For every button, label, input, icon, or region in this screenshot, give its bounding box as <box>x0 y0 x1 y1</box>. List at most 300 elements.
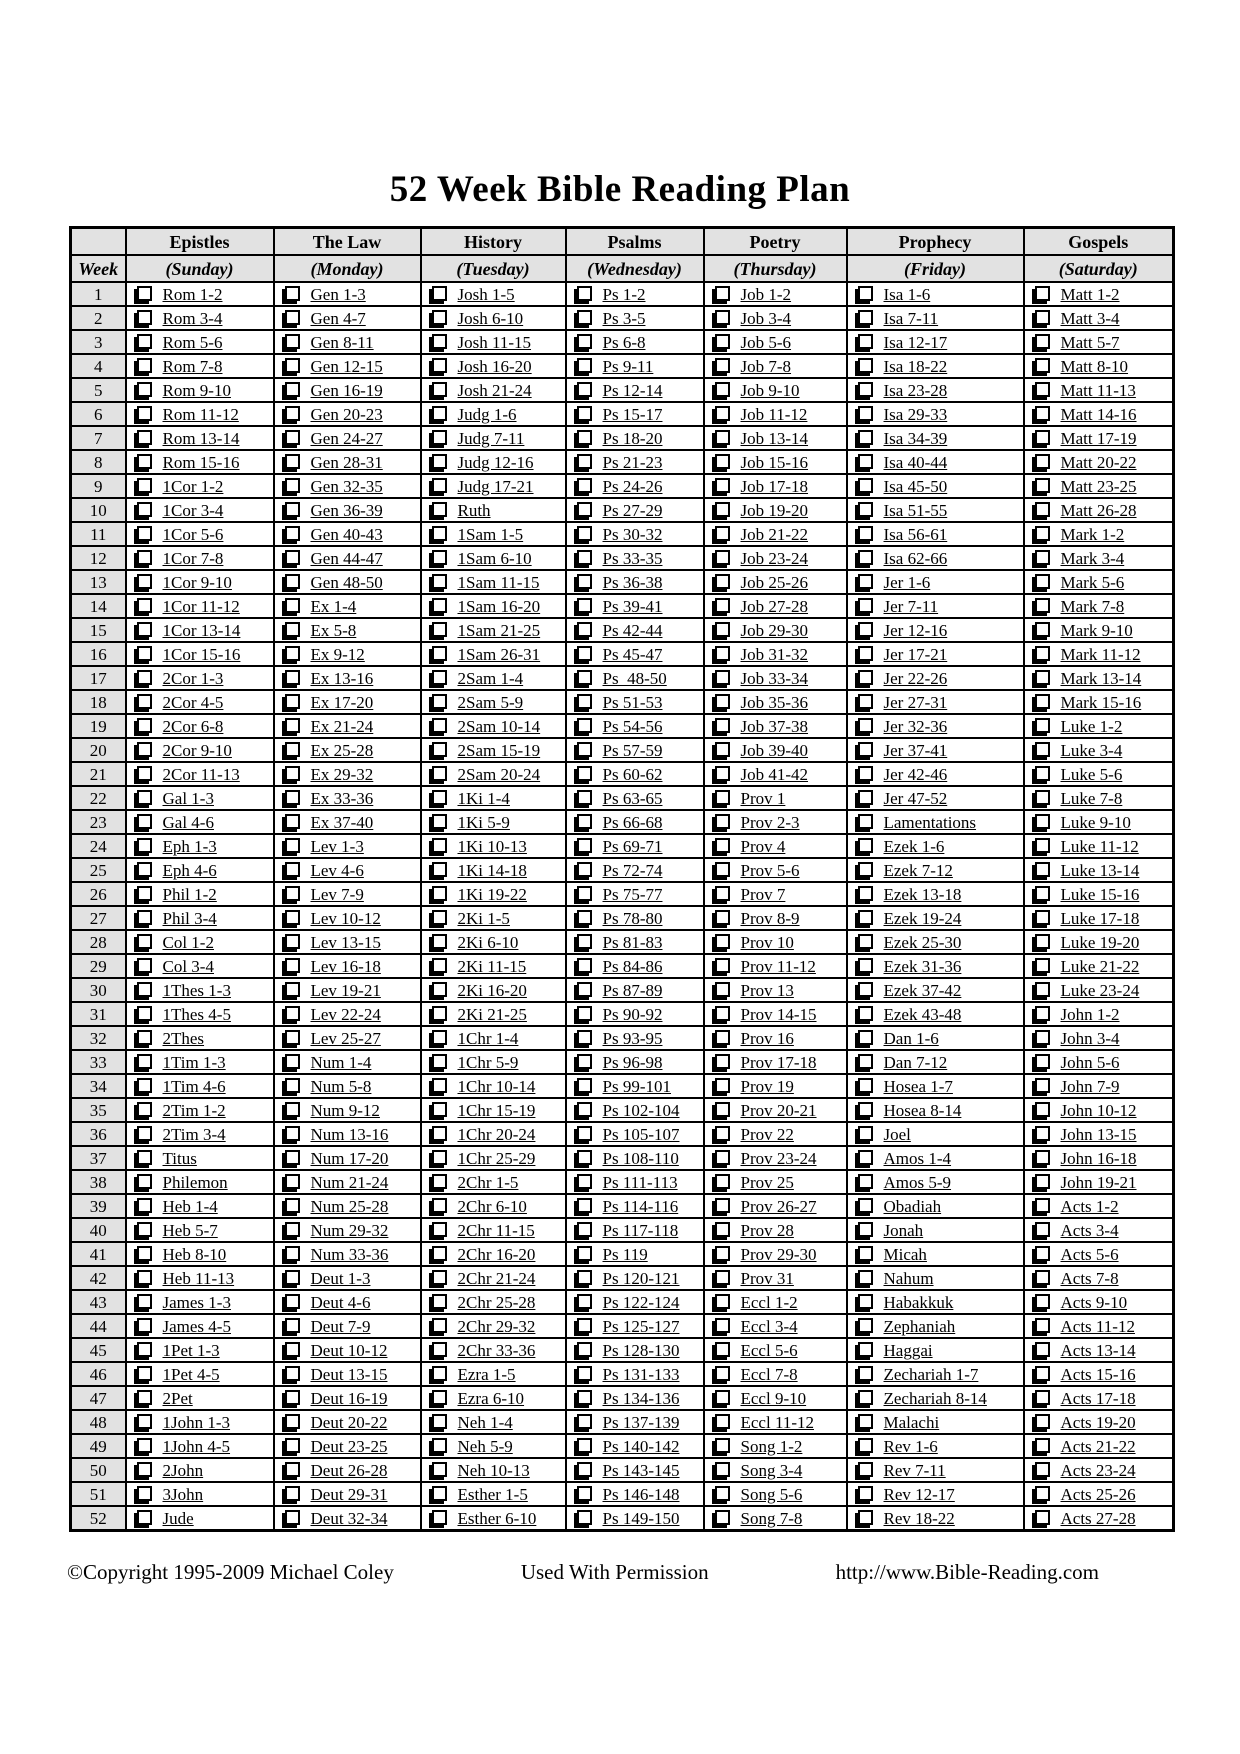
checkbox-icon[interactable] <box>715 1030 730 1045</box>
checkbox-icon[interactable] <box>577 1054 592 1069</box>
checkbox-icon[interactable] <box>1035 1438 1050 1453</box>
checkbox-icon[interactable] <box>715 526 730 541</box>
checkbox-icon[interactable] <box>715 1318 730 1333</box>
checkbox-icon[interactable] <box>577 1006 592 1021</box>
checkbox-icon[interactable] <box>137 406 152 421</box>
checkbox-icon[interactable] <box>137 766 152 781</box>
checkbox-icon[interactable] <box>577 310 592 325</box>
checkbox-icon[interactable] <box>858 838 873 853</box>
checkbox-icon[interactable] <box>432 454 447 469</box>
checkbox-icon[interactable] <box>137 862 152 877</box>
checkbox-icon[interactable] <box>858 406 873 421</box>
checkbox-icon[interactable] <box>577 526 592 541</box>
checkbox-icon[interactable] <box>577 1510 592 1525</box>
checkbox-icon[interactable] <box>432 1318 447 1333</box>
checkbox-icon[interactable] <box>137 478 152 493</box>
checkbox-icon[interactable] <box>858 982 873 997</box>
checkbox-icon[interactable] <box>285 934 300 949</box>
checkbox-icon[interactable] <box>1035 334 1050 349</box>
checkbox-icon[interactable] <box>285 766 300 781</box>
checkbox-icon[interactable] <box>715 1342 730 1357</box>
checkbox-icon[interactable] <box>577 598 592 613</box>
checkbox-icon[interactable] <box>858 1078 873 1093</box>
checkbox-icon[interactable] <box>715 1294 730 1309</box>
checkbox-icon[interactable] <box>137 814 152 829</box>
checkbox-icon[interactable] <box>137 1414 152 1429</box>
checkbox-icon[interactable] <box>715 718 730 733</box>
checkbox-icon[interactable] <box>1035 718 1050 733</box>
checkbox-icon[interactable] <box>285 670 300 685</box>
checkbox-icon[interactable] <box>137 574 152 589</box>
checkbox-icon[interactable] <box>1035 382 1050 397</box>
checkbox-icon[interactable] <box>1035 766 1050 781</box>
checkbox-icon[interactable] <box>432 766 447 781</box>
checkbox-icon[interactable] <box>858 1270 873 1285</box>
checkbox-icon[interactable] <box>577 454 592 469</box>
checkbox-icon[interactable] <box>432 862 447 877</box>
checkbox-icon[interactable] <box>858 334 873 349</box>
checkbox-icon[interactable] <box>858 1462 873 1477</box>
checkbox-icon[interactable] <box>285 1078 300 1093</box>
checkbox-icon[interactable] <box>285 1102 300 1117</box>
checkbox-icon[interactable] <box>1035 406 1050 421</box>
checkbox-icon[interactable] <box>577 1390 592 1405</box>
checkbox-icon[interactable] <box>432 406 447 421</box>
checkbox-icon[interactable] <box>137 598 152 613</box>
checkbox-icon[interactable] <box>715 1054 730 1069</box>
checkbox-icon[interactable] <box>285 550 300 565</box>
checkbox-icon[interactable] <box>1035 502 1050 517</box>
checkbox-icon[interactable] <box>715 694 730 709</box>
checkbox-icon[interactable] <box>432 814 447 829</box>
checkbox-icon[interactable] <box>137 790 152 805</box>
checkbox-icon[interactable] <box>285 598 300 613</box>
checkbox-icon[interactable] <box>577 286 592 301</box>
checkbox-icon[interactable] <box>432 1438 447 1453</box>
checkbox-icon[interactable] <box>285 1126 300 1141</box>
checkbox-icon[interactable] <box>137 742 152 757</box>
checkbox-icon[interactable] <box>432 1342 447 1357</box>
checkbox-icon[interactable] <box>137 1486 152 1501</box>
checkbox-icon[interactable] <box>285 646 300 661</box>
checkbox-icon[interactable] <box>577 1318 592 1333</box>
checkbox-icon[interactable] <box>577 910 592 925</box>
checkbox-icon[interactable] <box>858 286 873 301</box>
checkbox-icon[interactable] <box>577 334 592 349</box>
checkbox-icon[interactable] <box>577 982 592 997</box>
checkbox-icon[interactable] <box>1035 454 1050 469</box>
checkbox-icon[interactable] <box>285 742 300 757</box>
checkbox-icon[interactable] <box>715 670 730 685</box>
checkbox-icon[interactable] <box>432 358 447 373</box>
checkbox-icon[interactable] <box>432 286 447 301</box>
checkbox-icon[interactable] <box>137 934 152 949</box>
checkbox-icon[interactable] <box>432 622 447 637</box>
checkbox-icon[interactable] <box>432 1246 447 1261</box>
checkbox-icon[interactable] <box>577 1366 592 1381</box>
checkbox-icon[interactable] <box>858 1054 873 1069</box>
checkbox-icon[interactable] <box>858 1150 873 1165</box>
checkbox-icon[interactable] <box>858 574 873 589</box>
checkbox-icon[interactable] <box>137 334 152 349</box>
checkbox-icon[interactable] <box>577 1462 592 1477</box>
checkbox-icon[interactable] <box>1035 982 1050 997</box>
checkbox-icon[interactable] <box>432 1486 447 1501</box>
checkbox-icon[interactable] <box>715 766 730 781</box>
checkbox-icon[interactable] <box>715 1126 730 1141</box>
checkbox-icon[interactable] <box>577 550 592 565</box>
checkbox-icon[interactable] <box>432 1174 447 1189</box>
checkbox-icon[interactable] <box>285 1438 300 1453</box>
checkbox-icon[interactable] <box>858 910 873 925</box>
checkbox-icon[interactable] <box>858 694 873 709</box>
checkbox-icon[interactable] <box>137 838 152 853</box>
checkbox-icon[interactable] <box>1035 1222 1050 1237</box>
checkbox-icon[interactable] <box>577 718 592 733</box>
checkbox-icon[interactable] <box>715 1414 730 1429</box>
checkbox-icon[interactable] <box>858 814 873 829</box>
checkbox-icon[interactable] <box>858 1510 873 1525</box>
checkbox-icon[interactable] <box>1035 310 1050 325</box>
checkbox-icon[interactable] <box>432 1054 447 1069</box>
checkbox-icon[interactable] <box>577 1126 592 1141</box>
checkbox-icon[interactable] <box>137 910 152 925</box>
checkbox-icon[interactable] <box>137 1390 152 1405</box>
checkbox-icon[interactable] <box>137 1222 152 1237</box>
checkbox-icon[interactable] <box>715 982 730 997</box>
checkbox-icon[interactable] <box>715 1390 730 1405</box>
checkbox-icon[interactable] <box>432 982 447 997</box>
checkbox-icon[interactable] <box>432 1366 447 1381</box>
checkbox-icon[interactable] <box>1035 910 1050 925</box>
checkbox-icon[interactable] <box>858 310 873 325</box>
checkbox-icon[interactable] <box>715 1198 730 1213</box>
checkbox-icon[interactable] <box>858 790 873 805</box>
checkbox-icon[interactable] <box>137 286 152 301</box>
checkbox-icon[interactable] <box>432 478 447 493</box>
checkbox-icon[interactable] <box>577 886 592 901</box>
checkbox-icon[interactable] <box>137 622 152 637</box>
checkbox-icon[interactable] <box>137 646 152 661</box>
checkbox-icon[interactable] <box>577 1198 592 1213</box>
checkbox-icon[interactable] <box>715 1006 730 1021</box>
checkbox-icon[interactable] <box>285 1486 300 1501</box>
checkbox-icon[interactable] <box>577 862 592 877</box>
checkbox-icon[interactable] <box>137 1174 152 1189</box>
checkbox-icon[interactable] <box>577 1102 592 1117</box>
checkbox-icon[interactable] <box>137 1078 152 1093</box>
checkbox-icon[interactable] <box>285 1006 300 1021</box>
checkbox-icon[interactable] <box>432 430 447 445</box>
checkbox-icon[interactable] <box>1035 958 1050 973</box>
checkbox-icon[interactable] <box>1035 598 1050 613</box>
checkbox-icon[interactable] <box>577 1486 592 1501</box>
checkbox-icon[interactable] <box>285 1294 300 1309</box>
checkbox-icon[interactable] <box>1035 622 1050 637</box>
checkbox-icon[interactable] <box>715 934 730 949</box>
checkbox-icon[interactable] <box>137 1342 152 1357</box>
checkbox-icon[interactable] <box>577 766 592 781</box>
checkbox-icon[interactable] <box>715 406 730 421</box>
checkbox-icon[interactable] <box>285 1246 300 1261</box>
checkbox-icon[interactable] <box>137 670 152 685</box>
checkbox-icon[interactable] <box>137 1102 152 1117</box>
checkbox-icon[interactable] <box>858 1318 873 1333</box>
checkbox-icon[interactable] <box>432 1390 447 1405</box>
checkbox-icon[interactable] <box>715 790 730 805</box>
checkbox-icon[interactable] <box>715 1174 730 1189</box>
checkbox-icon[interactable] <box>285 838 300 853</box>
checkbox-icon[interactable] <box>285 910 300 925</box>
checkbox-icon[interactable] <box>285 1342 300 1357</box>
checkbox-icon[interactable] <box>858 526 873 541</box>
checkbox-icon[interactable] <box>1035 430 1050 445</box>
checkbox-icon[interactable] <box>715 1486 730 1501</box>
checkbox-icon[interactable] <box>137 382 152 397</box>
checkbox-icon[interactable] <box>715 1270 730 1285</box>
checkbox-icon[interactable] <box>137 1294 152 1309</box>
checkbox-icon[interactable] <box>577 358 592 373</box>
checkbox-icon[interactable] <box>285 358 300 373</box>
checkbox-icon[interactable] <box>577 1414 592 1429</box>
checkbox-icon[interactable] <box>858 622 873 637</box>
checkbox-icon[interactable] <box>715 910 730 925</box>
checkbox-icon[interactable] <box>1035 574 1050 589</box>
checkbox-icon[interactable] <box>858 1198 873 1213</box>
checkbox-icon[interactable] <box>285 334 300 349</box>
checkbox-icon[interactable] <box>1035 1390 1050 1405</box>
checkbox-icon[interactable] <box>285 526 300 541</box>
checkbox-icon[interactable] <box>1035 1006 1050 1021</box>
checkbox-icon[interactable] <box>715 550 730 565</box>
checkbox-icon[interactable] <box>858 1390 873 1405</box>
checkbox-icon[interactable] <box>1035 1510 1050 1525</box>
checkbox-icon[interactable] <box>432 1414 447 1429</box>
checkbox-icon[interactable] <box>715 814 730 829</box>
checkbox-icon[interactable] <box>137 1438 152 1453</box>
checkbox-icon[interactable] <box>577 646 592 661</box>
checkbox-icon[interactable] <box>715 502 730 517</box>
checkbox-icon[interactable] <box>137 526 152 541</box>
checkbox-icon[interactable] <box>137 718 152 733</box>
checkbox-icon[interactable] <box>577 1030 592 1045</box>
checkbox-icon[interactable] <box>858 1006 873 1021</box>
checkbox-icon[interactable] <box>285 1414 300 1429</box>
checkbox-icon[interactable] <box>577 502 592 517</box>
checkbox-icon[interactable] <box>285 694 300 709</box>
checkbox-icon[interactable] <box>285 1390 300 1405</box>
checkbox-icon[interactable] <box>858 1030 873 1045</box>
checkbox-icon[interactable] <box>285 574 300 589</box>
checkbox-icon[interactable] <box>858 934 873 949</box>
checkbox-icon[interactable] <box>285 1270 300 1285</box>
checkbox-icon[interactable] <box>1035 694 1050 709</box>
checkbox-icon[interactable] <box>577 934 592 949</box>
checkbox-icon[interactable] <box>137 502 152 517</box>
checkbox-icon[interactable] <box>285 718 300 733</box>
checkbox-icon[interactable] <box>715 454 730 469</box>
checkbox-icon[interactable] <box>1035 1054 1050 1069</box>
checkbox-icon[interactable] <box>432 1102 447 1117</box>
checkbox-icon[interactable] <box>432 502 447 517</box>
checkbox-icon[interactable] <box>137 1054 152 1069</box>
checkbox-icon[interactable] <box>577 742 592 757</box>
checkbox-icon[interactable] <box>285 310 300 325</box>
checkbox-icon[interactable] <box>1035 1414 1050 1429</box>
checkbox-icon[interactable] <box>285 814 300 829</box>
checkbox-icon[interactable] <box>432 1510 447 1525</box>
checkbox-icon[interactable] <box>432 1030 447 1045</box>
checkbox-icon[interactable] <box>715 286 730 301</box>
checkbox-icon[interactable] <box>137 358 152 373</box>
checkbox-icon[interactable] <box>858 1366 873 1381</box>
checkbox-icon[interactable] <box>285 1174 300 1189</box>
checkbox-icon[interactable] <box>1035 790 1050 805</box>
checkbox-icon[interactable] <box>858 598 873 613</box>
checkbox-icon[interactable] <box>715 574 730 589</box>
checkbox-icon[interactable] <box>715 742 730 757</box>
checkbox-icon[interactable] <box>432 886 447 901</box>
checkbox-icon[interactable] <box>432 838 447 853</box>
checkbox-icon[interactable] <box>715 1078 730 1093</box>
checkbox-icon[interactable] <box>1035 1486 1050 1501</box>
checkbox-icon[interactable] <box>285 430 300 445</box>
checkbox-icon[interactable] <box>432 382 447 397</box>
checkbox-icon[interactable] <box>285 502 300 517</box>
checkbox-icon[interactable] <box>715 838 730 853</box>
checkbox-icon[interactable] <box>715 1366 730 1381</box>
checkbox-icon[interactable] <box>285 382 300 397</box>
checkbox-icon[interactable] <box>577 958 592 973</box>
checkbox-icon[interactable] <box>432 1222 447 1237</box>
checkbox-icon[interactable] <box>715 862 730 877</box>
checkbox-icon[interactable] <box>715 310 730 325</box>
checkbox-icon[interactable] <box>715 1222 730 1237</box>
checkbox-icon[interactable] <box>577 1438 592 1453</box>
checkbox-icon[interactable] <box>137 1510 152 1525</box>
checkbox-icon[interactable] <box>432 550 447 565</box>
checkbox-icon[interactable] <box>858 358 873 373</box>
checkbox-icon[interactable] <box>432 910 447 925</box>
checkbox-icon[interactable] <box>715 1246 730 1261</box>
checkbox-icon[interactable] <box>1035 1318 1050 1333</box>
checkbox-icon[interactable] <box>858 430 873 445</box>
checkbox-icon[interactable] <box>858 766 873 781</box>
checkbox-icon[interactable] <box>858 1342 873 1357</box>
checkbox-icon[interactable] <box>1035 646 1050 661</box>
checkbox-icon[interactable] <box>432 670 447 685</box>
checkbox-icon[interactable] <box>432 1462 447 1477</box>
checkbox-icon[interactable] <box>1035 1174 1050 1189</box>
checkbox-icon[interactable] <box>577 1294 592 1309</box>
checkbox-icon[interactable] <box>858 1246 873 1261</box>
checkbox-icon[interactable] <box>715 334 730 349</box>
checkbox-icon[interactable] <box>285 1030 300 1045</box>
checkbox-icon[interactable] <box>285 406 300 421</box>
checkbox-icon[interactable] <box>1035 358 1050 373</box>
checkbox-icon[interactable] <box>715 598 730 613</box>
checkbox-icon[interactable] <box>1035 1150 1050 1165</box>
checkbox-icon[interactable] <box>577 574 592 589</box>
checkbox-icon[interactable] <box>432 694 447 709</box>
checkbox-icon[interactable] <box>1035 1078 1050 1093</box>
checkbox-icon[interactable] <box>858 478 873 493</box>
checkbox-icon[interactable] <box>858 1438 873 1453</box>
checkbox-icon[interactable] <box>577 430 592 445</box>
checkbox-icon[interactable] <box>715 1462 730 1477</box>
checkbox-icon[interactable] <box>858 718 873 733</box>
checkbox-icon[interactable] <box>577 790 592 805</box>
checkbox-icon[interactable] <box>858 382 873 397</box>
checkbox-icon[interactable] <box>715 1150 730 1165</box>
checkbox-icon[interactable] <box>858 646 873 661</box>
checkbox-icon[interactable] <box>858 454 873 469</box>
checkbox-icon[interactable] <box>1035 934 1050 949</box>
checkbox-icon[interactable] <box>285 862 300 877</box>
checkbox-icon[interactable] <box>577 1174 592 1189</box>
checkbox-icon[interactable] <box>285 478 300 493</box>
checkbox-icon[interactable] <box>285 286 300 301</box>
checkbox-icon[interactable] <box>1035 1126 1050 1141</box>
checkbox-icon[interactable] <box>1035 1030 1050 1045</box>
checkbox-icon[interactable] <box>137 1126 152 1141</box>
checkbox-icon[interactable] <box>858 958 873 973</box>
checkbox-icon[interactable] <box>137 454 152 469</box>
checkbox-icon[interactable] <box>285 1510 300 1525</box>
checkbox-icon[interactable] <box>285 1462 300 1477</box>
checkbox-icon[interactable] <box>285 1198 300 1213</box>
checkbox-icon[interactable] <box>1035 838 1050 853</box>
checkbox-icon[interactable] <box>715 1510 730 1525</box>
checkbox-icon[interactable] <box>858 1486 873 1501</box>
checkbox-icon[interactable] <box>1035 1342 1050 1357</box>
checkbox-icon[interactable] <box>432 718 447 733</box>
checkbox-icon[interactable] <box>432 526 447 541</box>
checkbox-icon[interactable] <box>432 1126 447 1141</box>
checkbox-icon[interactable] <box>577 1150 592 1165</box>
checkbox-icon[interactable] <box>715 622 730 637</box>
checkbox-icon[interactable] <box>577 382 592 397</box>
checkbox-icon[interactable] <box>1035 742 1050 757</box>
checkbox-icon[interactable] <box>137 1198 152 1213</box>
checkbox-icon[interactable] <box>137 550 152 565</box>
checkbox-icon[interactable] <box>577 1270 592 1285</box>
checkbox-icon[interactable] <box>577 1222 592 1237</box>
checkbox-icon[interactable] <box>285 1150 300 1165</box>
checkbox-icon[interactable] <box>1035 286 1050 301</box>
checkbox-icon[interactable] <box>432 1198 447 1213</box>
checkbox-icon[interactable] <box>432 934 447 949</box>
checkbox-icon[interactable] <box>858 1102 873 1117</box>
checkbox-icon[interactable] <box>577 406 592 421</box>
checkbox-icon[interactable] <box>858 1126 873 1141</box>
checkbox-icon[interactable] <box>1035 862 1050 877</box>
checkbox-icon[interactable] <box>577 670 592 685</box>
checkbox-icon[interactable] <box>285 886 300 901</box>
checkbox-icon[interactable] <box>432 1078 447 1093</box>
checkbox-icon[interactable] <box>1035 1294 1050 1309</box>
checkbox-icon[interactable] <box>715 1102 730 1117</box>
checkbox-icon[interactable] <box>285 1366 300 1381</box>
checkbox-icon[interactable] <box>1035 526 1050 541</box>
checkbox-icon[interactable] <box>285 790 300 805</box>
checkbox-icon[interactable] <box>137 958 152 973</box>
checkbox-icon[interactable] <box>858 1414 873 1429</box>
checkbox-icon[interactable] <box>137 1006 152 1021</box>
checkbox-icon[interactable] <box>285 1054 300 1069</box>
checkbox-icon[interactable] <box>858 1294 873 1309</box>
checkbox-icon[interactable] <box>1035 886 1050 901</box>
